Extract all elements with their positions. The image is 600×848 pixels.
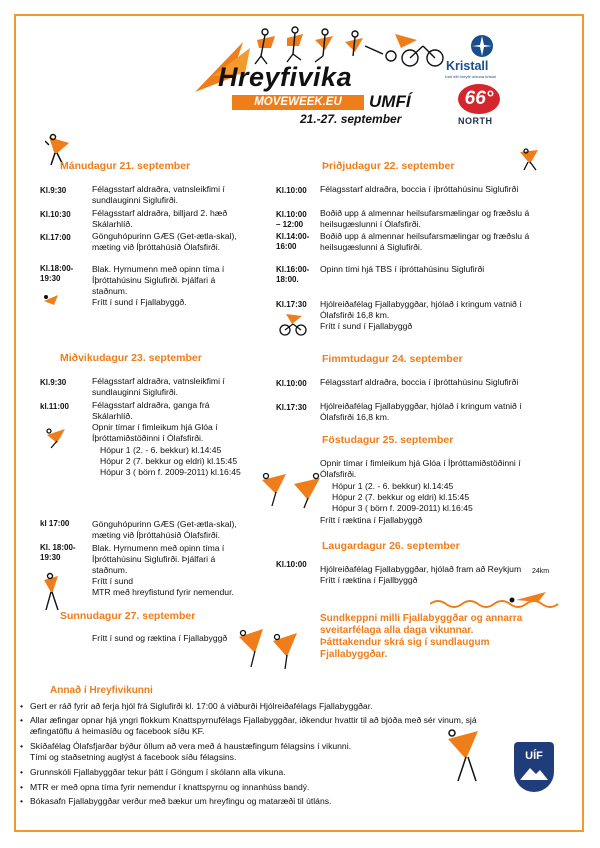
event-time: Kl.9:30 bbox=[40, 378, 67, 387]
event-time: Kl.10:00 bbox=[276, 186, 307, 195]
title-hreyfivika: Hreyfivika bbox=[218, 62, 353, 92]
day-title-thursday: Fimmtudagur 24. september bbox=[322, 353, 463, 365]
event-time: kl.11:00 bbox=[40, 402, 69, 411]
list-item: • Bókasafn Fjallabyggðar verður með bækur um hreyfingu og mataræði til útláns. bbox=[30, 796, 331, 807]
swim-competition-note: Sundkeppni milli Fjallabyggðar og annarra sveitarfélaga alla daga vikunnar. Þátttakendur skrá sig í sundlaugum Fjallabyggðar. bbox=[320, 613, 523, 660]
swimmer-wave-icon bbox=[430, 590, 560, 612]
day-title-friday: Föstudagur 25. september bbox=[322, 434, 454, 446]
event-text: Frítt í sund og ræktina í Fjallabyggð bbox=[92, 633, 228, 643]
66north-logo: 66° bbox=[458, 84, 500, 114]
umfi-text: UMFÍ bbox=[369, 92, 411, 111]
jumping-figure-icon bbox=[444, 725, 484, 785]
event-text: Blak. Hyrnumenn með opinn tíma í Íþróttahúsinu Siglufirði. Þjálfari á staðnum. Frítt í sund MTR með hreyfistund fyrir nemendur. bbox=[92, 543, 234, 597]
event-text: Félagsstarf aldraðra, boccia í íþróttahúsinu Siglufirði bbox=[320, 377, 519, 387]
list-item: • Skíðafélag Ólafsfjarðar býður öllum að vera með á haustæfingum félagsins í vikunni. Tími og staðsetning auglýst á facebook síðu félagsins. bbox=[30, 741, 351, 763]
list-item: • Gert er ráð fyrir að ferja hjól frá Siglufirði kl. 17:00 á viðburði Hjólreiðafélags Fjallabyggðar. bbox=[30, 701, 372, 712]
runner-figure-icon bbox=[518, 148, 540, 172]
day-title-monday: Mánudagur 21. september bbox=[60, 160, 191, 172]
event-text: Félagsstarf aldraðra, boccia í íþróttahúsinu Siglufirði bbox=[320, 184, 519, 194]
uif-badge bbox=[514, 742, 554, 792]
day-title-tuesday: Þriðjudagur 22. september bbox=[322, 160, 455, 172]
cyclist-figure-icon bbox=[278, 312, 308, 336]
event-text: Hjólreiðafélag Fjallabyggðar, hjólað í kringum vatnið í Ólafsfirði 16,8 km. Frítt í sund í Fjallabyggð bbox=[320, 299, 522, 331]
event-text: Blak. Hyrnumenn með opinn tíma í Íþróttahúsinu Siglufirði. Þjálfari á staðnum. Frítt í sund í Fjallabyggð. bbox=[92, 264, 225, 307]
event-time: Kl.17:00 bbox=[40, 233, 71, 242]
event-time: Kl.17:30 bbox=[276, 300, 307, 309]
event-text: Félagsstarf aldraðra, billjard 2. hæð Skálarhlíð. bbox=[92, 208, 228, 229]
event-time: kl 17:00 bbox=[40, 519, 70, 528]
gymnast-figure-icon bbox=[45, 425, 67, 449]
list-item: • MTR er með opna tíma fyrir nemendur í knattspyrnu og innanhúss bandý. bbox=[30, 782, 309, 793]
walker-figure-icon bbox=[40, 572, 62, 612]
event-time: Kl.10:00 bbox=[276, 560, 307, 569]
event-text: Félagsstarf aldraðra, ganga frá Skálarhlíð. Opnir tímar í fimleikum hjá Glóa í Íþróttamiðstöðinni í Ólafsfirði. bbox=[92, 400, 218, 443]
event-text: Gönguhópurinn GÆS (Get-ætla-skal), mæting við Íþróttahúsið Ólafsfirði. bbox=[92, 519, 237, 540]
header-dates: 21.-27. september bbox=[300, 112, 402, 126]
event-text: Opnir tímar í fimleikum hjá Glóa í Íþróttamiðstöðinni í Ólafsfirði. bbox=[320, 458, 521, 479]
event-time: Kl.18:00- 19:30 bbox=[40, 264, 74, 283]
event-time: Kl. 18:00- 19:30 bbox=[40, 543, 76, 562]
uif-badge-text: UÍF bbox=[525, 750, 543, 762]
list-item: • Grunnskóli Fjallabyggðar tekur þátt í Göngum í skólann alla vikuna. bbox=[30, 767, 286, 778]
event-km: 24km bbox=[532, 568, 550, 575]
event-text: Boðið upp á almennar heilsufarsmælingar og fræðslu á heilsugæslunni á Siglufirði. bbox=[320, 231, 530, 252]
kristall-logo-text: Kristall bbox=[446, 59, 489, 73]
event-time: Kl.14:00- 16:00 bbox=[276, 232, 310, 251]
event-text: Gönguhópurinn GÆS (Get-ætla-skal), mæting við Íþróttahúsið Ólafsfirði. bbox=[92, 231, 237, 252]
event-text: Hjólreiðafélag Fjallabyggðar, hjólað fram að Reykjum bbox=[320, 564, 522, 574]
dancer-figures-icon bbox=[233, 625, 303, 670]
event-text: Boðið upp á almennar heilsufarsmælingar og fræðslu á heilsugæslunni í Ólafsfirði. bbox=[320, 208, 530, 229]
kristall-tagline: Það eitt hreyfir orkuna kristal bbox=[445, 74, 496, 79]
event-text: Hópur 1 (2. - 6. bekkur) kl.14:45 Hópur 2 (7. bekkur og eldri) kl.15:45 Hópur 3 ( börn f. 2009-2011) kl.16:45 bbox=[332, 481, 473, 513]
event-text: Félagsstarf aldraðra, vatnsleikfimi í sundlauginni Siglufirði. bbox=[92, 184, 225, 205]
event-text: Hópur 1 (2. - 6. bekkur) kl.14:45 Hópur 2 (7. bekkur og eldri) kl.15:45 Hópur 3 ( börn f. 2009-2011) kl.16:45 bbox=[100, 445, 241, 477]
list-item: • Allar æfingar opnar hjá yngri flokkum Knattspyrnufélags Fjallabyggðar, iðkendur hvattir til að bjóða með sér vinum, sjá æfingatöflu á heimasíðu og facebook síðu KF. bbox=[30, 715, 477, 737]
swimmer-figure-icon bbox=[42, 293, 60, 309]
other-section-title: Annað í Hreyfivikunni bbox=[50, 685, 153, 696]
event-time: Kl.10:30 bbox=[40, 210, 71, 219]
gymnast-figures-icon bbox=[258, 470, 328, 510]
event-time: Kl.17:30 bbox=[276, 403, 307, 412]
event-time: Kl.10:00 bbox=[276, 379, 307, 388]
event-text: Frítt í ræktina í Fjallabyggð bbox=[320, 515, 423, 525]
kristall-globe-icon bbox=[469, 33, 495, 59]
event-time: Kl.9:30 bbox=[40, 186, 67, 195]
day-title-sunday: Sunnudagur 27. september bbox=[60, 610, 196, 622]
event-text: Opinn tími hjá TBS í íþróttahúsinu Siglufirði bbox=[320, 264, 485, 274]
event-time: Kl.16:00- 18:00. bbox=[276, 265, 310, 284]
event-text: Frítt í ræktina í Fjallbyggð bbox=[320, 575, 418, 585]
day-title-saturday: Laugardagur 26. september bbox=[322, 540, 460, 552]
mountain-icon bbox=[520, 764, 548, 782]
day-title-wednesday: Miðvikudagur 23. september bbox=[60, 352, 202, 364]
moveweek-banner: MOVEWEEK.EU bbox=[232, 95, 364, 110]
66north-text: NORTH bbox=[458, 116, 493, 126]
event-text: Félagsstarf aldraðra, vatnsleikfimi í sundlauginni Siglufirði. bbox=[92, 376, 225, 397]
event-text: Hjólreiðafélag Fjallabyggðar, hjólað í kringum vatnið í Ólafsfirði 16,8 km. bbox=[320, 401, 522, 422]
event-time: Kl.10:00 – 12:00 bbox=[276, 210, 307, 229]
